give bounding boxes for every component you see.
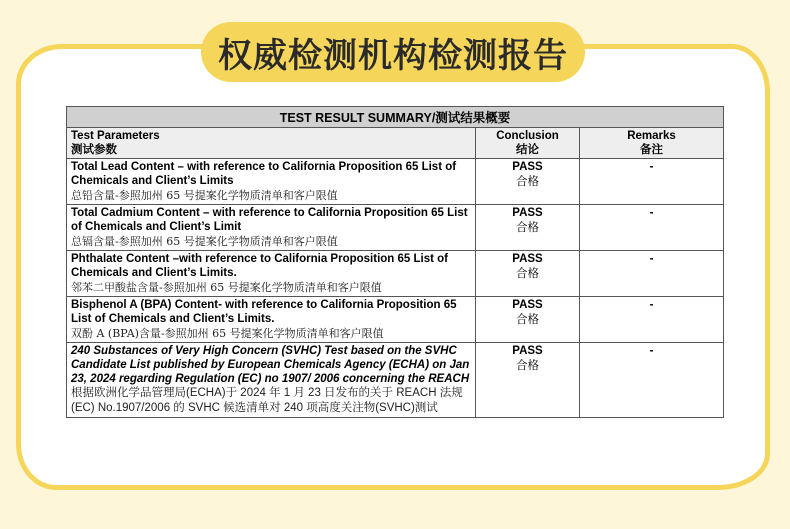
remark-cell: - xyxy=(580,297,724,343)
param-en: Phthalate Content –with reference to California Proposition 65 List of Chemicals and Client’s Limits. xyxy=(71,253,448,279)
conclusion-cell xyxy=(476,251,580,297)
conclusion-zh: 合格 xyxy=(516,360,539,372)
param-en: Bisphenol A (BPA) Content- with reference to California Proposition 65 List of Chemicals and Client’s Limits. xyxy=(71,299,457,325)
conclusion-en: PASS xyxy=(512,207,543,219)
header-conclusion xyxy=(476,128,580,159)
remark-cell: - xyxy=(580,343,724,418)
conclusion-en: PASS xyxy=(512,345,543,357)
header-remarks-en: Remarks xyxy=(627,130,676,142)
param-cell xyxy=(67,205,476,251)
param-cell xyxy=(67,297,476,343)
header-remarks xyxy=(580,128,724,159)
conclusion-cell xyxy=(476,205,580,251)
table-row xyxy=(67,159,724,205)
banner-title: 权威检测机构检测报告 xyxy=(201,22,585,82)
header-row xyxy=(67,128,724,159)
conclusion-zh: 合格 xyxy=(516,222,539,234)
param-cell xyxy=(67,159,476,205)
header-parameters-en: Test Parameters xyxy=(71,130,160,142)
param-zh: 邻苯二甲酸盐含量-参照加州 65 号提案化学物质清单和客户限值 xyxy=(71,281,382,294)
remark-cell: - xyxy=(580,251,724,297)
conclusion-en: PASS xyxy=(512,299,543,311)
header-parameters-zh: 测试参数 xyxy=(71,144,117,156)
table-row xyxy=(67,297,724,343)
remark-cell: - xyxy=(580,205,724,251)
param-zh: 根据欧洲化学品管理局(ECHA)于 2024 年 1 月 23 日发布的关于 REACH 法规(EC) No.1907/2006 的 SVHC 候选清单对 240 项高度关注物(SVHC)测试 xyxy=(71,387,463,414)
conclusion-cell xyxy=(476,343,580,418)
param-cell xyxy=(67,343,476,418)
header-conclusion-zh: 结论 xyxy=(516,144,539,156)
table-row xyxy=(67,251,724,297)
param-zh: 总铅含量-参照加州 65 号提案化学物质清单和客户限值 xyxy=(71,189,338,202)
param-zh: 双酚 A (BPA)含量-参照加州 65 号提案化学物质清单和客户限值 xyxy=(71,327,384,340)
param-en: Total Lead Content – with reference to California Proposition 65 List of Chemicals and Client’s Limits xyxy=(71,161,457,187)
test-result-table xyxy=(66,106,724,418)
param-en: Total Cadmium Content – with reference to California Proposition 65 List of Chemicals and Client’s Limit xyxy=(71,207,468,233)
param-zh: 总镉含量-参照加州 65 号提案化学物质清单和客户限值 xyxy=(71,235,338,248)
conclusion-cell xyxy=(476,159,580,205)
conclusion-zh: 合格 xyxy=(516,176,539,188)
header-remarks-zh: 备注 xyxy=(640,144,664,156)
table-row xyxy=(67,205,724,251)
conclusion-zh: 合格 xyxy=(516,268,539,280)
header-parameters xyxy=(67,128,476,159)
conclusion-en: PASS xyxy=(512,253,543,265)
summary-title: TEST RESULT SUMMARY/测试结果概要 xyxy=(67,107,724,128)
param-cell xyxy=(67,251,476,297)
param-en: 240 Substances of Very High Concern (SVHC) Test based on the SVHC Candidate List published by European Chemicals Agency (ECHA) on Jan 23, 2024 regarding Regulation (EC) no 1907/ 2006 concerning the REACH xyxy=(71,345,470,385)
conclusion-en: PASS xyxy=(512,161,543,173)
conclusion-zh: 合格 xyxy=(516,314,539,326)
header-conclusion-en: Conclusion xyxy=(496,130,559,142)
summary-title-row xyxy=(67,107,724,128)
remark-cell: - xyxy=(580,159,724,205)
table-row xyxy=(67,343,724,418)
conclusion-cell xyxy=(476,297,580,343)
